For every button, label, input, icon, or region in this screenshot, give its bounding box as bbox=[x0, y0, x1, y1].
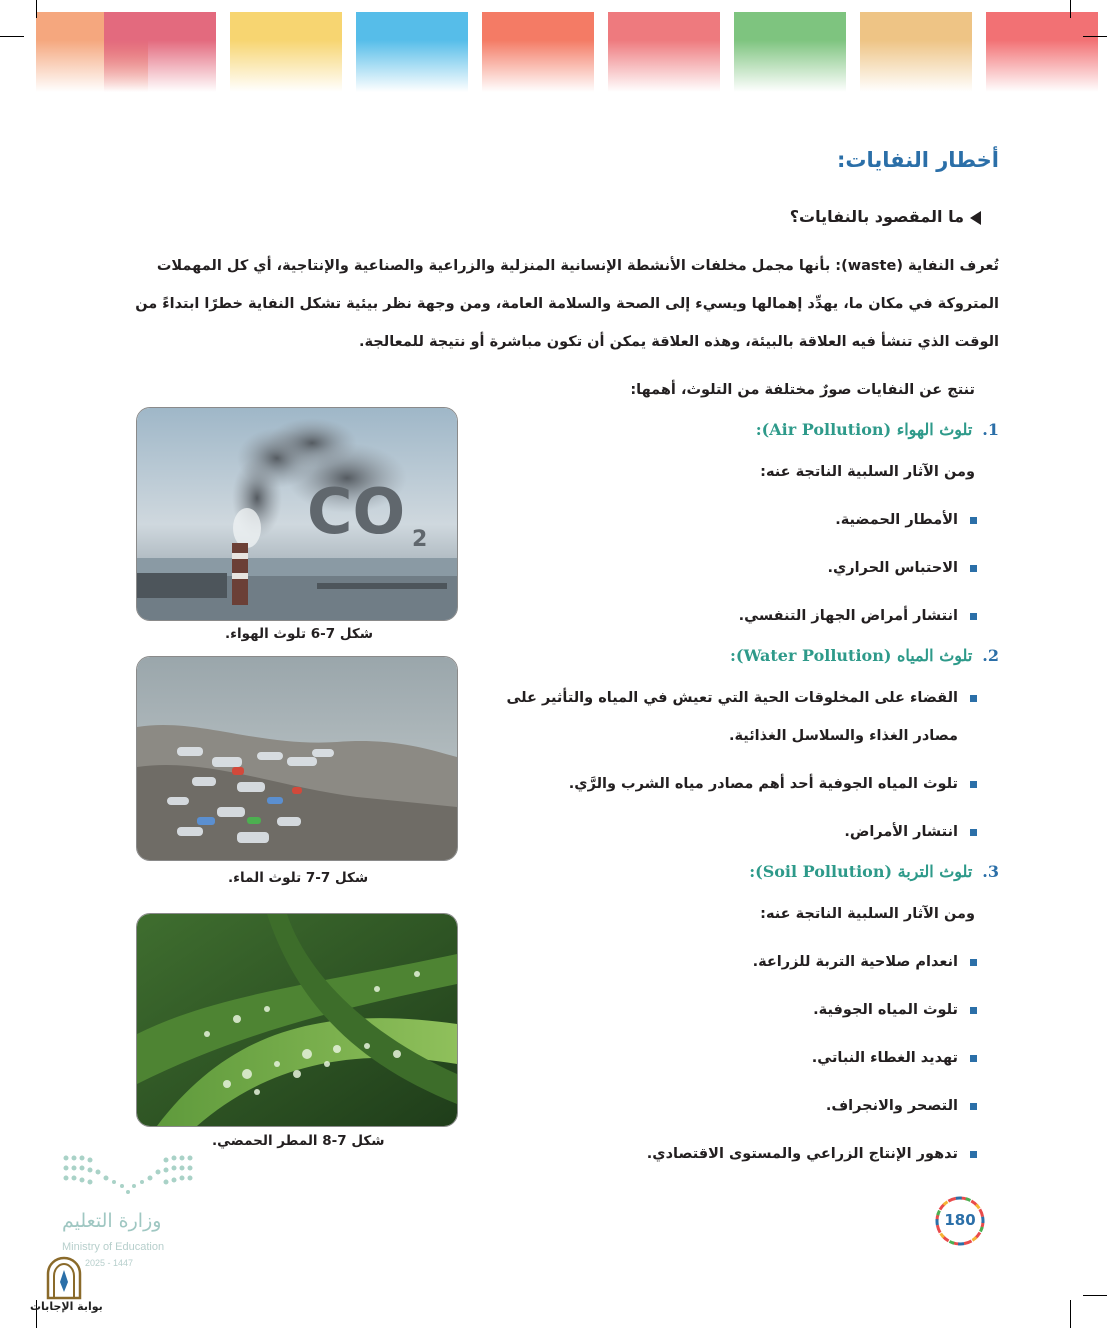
color-tab bbox=[104, 12, 216, 92]
color-tab bbox=[986, 12, 1098, 92]
bullet-icon bbox=[970, 829, 977, 836]
figure-caption: شكل 7-6 تلوث الهواء. bbox=[225, 626, 374, 642]
section-title: أخطار النفايات: bbox=[836, 148, 999, 172]
ministry-name-ar: وزارة التعليم bbox=[62, 1210, 162, 1232]
list-item: التصحر والانجراف. bbox=[826, 1098, 977, 1114]
header-color-tabs bbox=[36, 12, 1070, 92]
crop-mark bbox=[1070, 1300, 1071, 1328]
bullet-icon bbox=[970, 959, 977, 966]
triangle-icon bbox=[970, 211, 981, 225]
gate-name: بوابة الإجابات bbox=[30, 1300, 103, 1313]
pollution-intro: تنتج عن النفايات صورٌ مختلفة من التلوث، أهمها: bbox=[630, 382, 975, 398]
page-number-badge bbox=[934, 1195, 986, 1247]
color-tab bbox=[356, 12, 468, 92]
list-item: تدهور الإنتاج الزراعي والمستوى الاقتصادي. bbox=[647, 1146, 977, 1162]
water-pollution-photo bbox=[136, 656, 458, 861]
crop-mark bbox=[1083, 36, 1107, 37]
color-tab bbox=[230, 12, 342, 92]
definition-line: المتروكة في مكان ما، يهدِّد إهمالها ويسيء إلى الصحة والسلامة العامة، ومن وجهة نظر بيئية تشكل النفاية خطرًا ابتداءً من bbox=[135, 296, 999, 312]
list-item: انتشار أمراض الجهاز التنفسي. bbox=[739, 608, 977, 624]
figure-caption: شكل 7-7 تلوث الماء. bbox=[228, 870, 369, 886]
list-item: تلوث المياه الجوفية أحد أهم مصادر مياه الشرب والرَّي. bbox=[569, 776, 977, 792]
list-item: الأمطار الحمضية. bbox=[835, 512, 977, 528]
bullet-icon bbox=[970, 1151, 977, 1158]
page-number: 180 bbox=[944, 1211, 976, 1229]
list-item: الاحتباس الحراري. bbox=[827, 560, 977, 576]
crop-mark bbox=[1070, 0, 1071, 18]
co2-label: CO bbox=[307, 475, 406, 548]
air-effects-intro: ومن الآثار السلبية الناتجة عنه: bbox=[760, 464, 975, 480]
gate-logo-icon bbox=[44, 1256, 84, 1300]
color-tab bbox=[860, 12, 972, 92]
crop-mark bbox=[36, 0, 37, 18]
soil-effects-intro: ومن الآثار السلبية الناتجة عنه: bbox=[760, 906, 975, 922]
list-item-continuation: مصادر الغذاء والسلاسل الغذائية. bbox=[728, 728, 958, 744]
figure-caption: شكل 7-8 المطر الحمضي. bbox=[212, 1133, 385, 1149]
bullet-icon bbox=[970, 565, 977, 572]
bullet-icon bbox=[970, 1055, 977, 1062]
ministry-year: 2025 - 1447 bbox=[85, 1258, 134, 1268]
bullet-icon bbox=[970, 1007, 977, 1014]
bullet-icon bbox=[970, 781, 977, 788]
color-tab bbox=[608, 12, 720, 92]
air-pollution-photo bbox=[136, 407, 458, 621]
list-item: تلوث المياه الجوفية. bbox=[813, 1002, 977, 1018]
bullet-icon bbox=[970, 695, 977, 702]
list-item: تهديد الغطاء النباتي. bbox=[812, 1050, 977, 1066]
definition-line: الوقت الذي تنشأ فيه العلاقة بالبيئة، وهذه العلاقة يمكن أن تكون مباشرة أو نتيجة للمعالجة. bbox=[359, 334, 999, 350]
ministry-name-en: Ministry of Education bbox=[62, 1241, 165, 1253]
list-item: انعدام صلاحية التربة للزراعة. bbox=[753, 954, 977, 970]
list-item: انتشار الأمراض. bbox=[844, 824, 977, 840]
acid-rain-photo bbox=[136, 913, 458, 1127]
co2-subscript: 2 bbox=[412, 527, 428, 552]
color-tab bbox=[482, 12, 594, 92]
air-pollution-heading: 1.تلوث الهواء (Air Pollution): bbox=[755, 420, 999, 439]
question-text: ما المقصود بالنفايات؟ bbox=[789, 207, 964, 226]
soil-pollution-heading: 3.تلوث التربة (Soil Pollution): bbox=[749, 862, 999, 881]
water-pollution-heading: 2.تلوث المياه (Water Pollution): bbox=[729, 646, 999, 665]
crop-mark bbox=[1083, 1295, 1107, 1296]
bullet-icon bbox=[970, 517, 977, 524]
color-tab bbox=[734, 12, 846, 92]
ministry-logo-dots bbox=[60, 1152, 200, 1204]
definition-line: تُعرف النفاية (waste): بأنها مجمل مخلفات الأنشطة الإنسانية المنزلية والزراعية والصناعية والإنتاجية، أي كل المهملات bbox=[156, 258, 999, 274]
list-item: القضاء على المخلوقات الحية التي تعيش في المياه والتأثير على bbox=[506, 690, 977, 706]
bullet-icon bbox=[970, 1103, 977, 1110]
crop-mark bbox=[0, 36, 24, 37]
subsection-question bbox=[790, 207, 981, 226]
bullet-icon bbox=[970, 613, 977, 620]
